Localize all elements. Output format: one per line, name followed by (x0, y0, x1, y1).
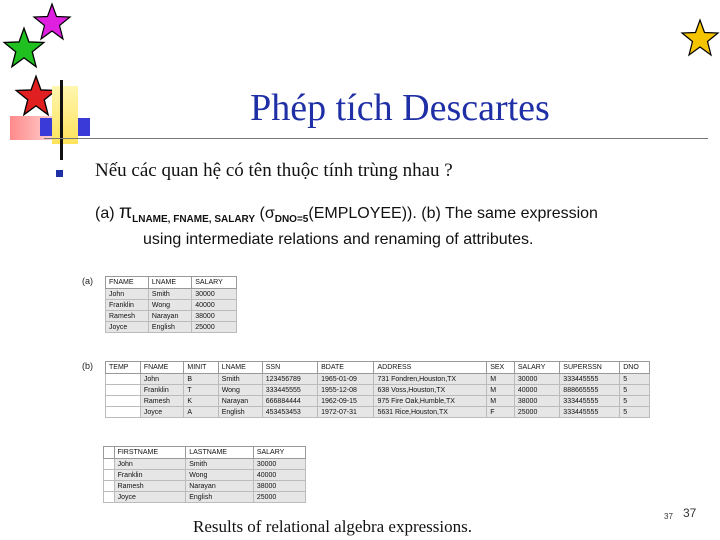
table-cell: T (184, 385, 218, 396)
table-cell: Joyce (140, 407, 184, 418)
column-header: LASTNAME (186, 447, 254, 459)
table-cell (104, 459, 115, 470)
table-cell: 123456789 (262, 374, 317, 385)
table-cell: 1965-01-09 (318, 374, 374, 385)
table-cell: K (184, 396, 218, 407)
table-cell: 453453453 (262, 407, 317, 418)
column-header: SEX (487, 362, 515, 374)
column-header: DNO (620, 362, 650, 374)
deco-vline (60, 80, 63, 160)
table-cell: Wong (148, 300, 191, 311)
table-cell: 25000 (514, 407, 559, 418)
table-row (106, 322, 237, 333)
column-header: SALARY (253, 447, 305, 459)
table-row (106, 407, 650, 418)
column-header: SUPERSSN (560, 362, 620, 374)
table-cell: F (487, 407, 515, 418)
column-header: MINIT (184, 362, 218, 374)
table-b (105, 361, 650, 418)
table-cell: 40000 (253, 470, 305, 481)
table-cell: 30000 (514, 374, 559, 385)
column-header: FIRSTNAME (114, 447, 186, 459)
figure-caption (95, 203, 598, 250)
bullet-text: Nếu các quan hệ có tên thuộc tính trùng nhau ? (95, 160, 453, 181)
table-cell: 40000 (514, 385, 559, 396)
column-header: FNAME (140, 362, 184, 374)
table-cell: M (487, 385, 515, 396)
table-row (104, 459, 306, 470)
table-cell: 638 Voss,Houston,TX (374, 385, 487, 396)
column-header: ADDRESS (374, 362, 487, 374)
column-header: BDATE (318, 362, 374, 374)
table-cell: Ramesh (106, 311, 149, 322)
page-number: 37 (683, 506, 697, 520)
table-cell: 1962-09-15 (318, 396, 374, 407)
title-divider (44, 138, 708, 139)
table-cell: Wong (186, 470, 254, 481)
bullet-square-icon (56, 170, 63, 177)
table-cell (104, 481, 115, 492)
table-row (106, 311, 237, 322)
table-cell: 38000 (514, 396, 559, 407)
table-cell: Narayan (218, 396, 262, 407)
table-cell: M (487, 374, 515, 385)
table-row (104, 481, 306, 492)
table-cell: Ramesh (114, 481, 186, 492)
column-header: FNAME (106, 277, 149, 289)
yellow-star-icon (680, 18, 720, 58)
table-cell: John (140, 374, 184, 385)
footer-caption: Results of relational algebra expressions. (193, 517, 473, 536)
column-header: LNAME (148, 277, 191, 289)
table-row (106, 289, 237, 300)
table-cell (106, 396, 141, 407)
table-cell (104, 470, 115, 481)
label-b: (b) (82, 361, 93, 371)
caption-line-2: using intermediate relations and renaming of attributes. (143, 231, 534, 249)
column-header: SALARY (514, 362, 559, 374)
label-a: (a) (82, 276, 93, 286)
table-cell: 888665555 (560, 385, 620, 396)
table-row (106, 385, 650, 396)
table-cell: 1955-12-08 (318, 385, 374, 396)
table-a (105, 276, 237, 333)
slide-title: Phép tích Descartes (250, 87, 550, 129)
column-header: TEMP (106, 362, 141, 374)
table-cell: Narayan (148, 311, 191, 322)
column-header: LNAME (218, 362, 262, 374)
table-cell: A (184, 407, 218, 418)
table-cell: 40000 (192, 300, 237, 311)
table-cell: 731 Fondren,Houston,TX (374, 374, 487, 385)
table-cell: 5 (620, 396, 650, 407)
table-cell: Franklin (106, 300, 149, 311)
table-cell: 333445555 (262, 385, 317, 396)
table-c (103, 446, 306, 503)
header-row (106, 277, 237, 289)
table-cell: Wong (218, 385, 262, 396)
table-cell: English (186, 492, 254, 503)
table-cell: B (184, 374, 218, 385)
deco-bar-yellow (52, 86, 78, 144)
table-cell: 38000 (253, 481, 305, 492)
table-cell (104, 492, 115, 503)
table-cell: 30000 (192, 289, 237, 300)
header-row (106, 362, 650, 374)
table-cell: 1972-07-31 (318, 407, 374, 418)
table-cell: 5631 Rice,Houston,TX (374, 407, 487, 418)
table-cell: 333445555 (560, 374, 620, 385)
table-cell: Ramesh (140, 396, 184, 407)
page-number-small: 37 (664, 512, 673, 521)
table-cell (106, 374, 141, 385)
caption-line-1: (a) $\pi_{LNAME, FNAME, SALARY}$ $(\sigma_{DNO=5}(EMPLOYEE))$. (b) The same expression (95, 202, 598, 226)
table-cell: 5 (620, 407, 650, 418)
column-header: SSN (262, 362, 317, 374)
table-cell: Smith (148, 289, 191, 300)
table-cell: Franklin (140, 385, 184, 396)
table-cell (106, 385, 141, 396)
table-row (106, 374, 650, 385)
header-row (104, 447, 306, 459)
table-cell: Smith (218, 374, 262, 385)
table-cell: 25000 (192, 322, 237, 333)
table-cell: 975 Fire Oak,Humble,TX (374, 396, 487, 407)
column-header: SALARY (192, 277, 237, 289)
table-cell: 333445555 (560, 396, 620, 407)
table-row (104, 470, 306, 481)
table-cell: Narayan (186, 481, 254, 492)
table-cell: Smith (186, 459, 254, 470)
green-star-icon (2, 26, 46, 70)
table-cell: John (114, 459, 186, 470)
table-cell (106, 407, 141, 418)
table-cell: M (487, 396, 515, 407)
table-row (104, 492, 306, 503)
table-cell: 5 (620, 385, 650, 396)
table-cell: 5 (620, 374, 650, 385)
table-cell: 30000 (253, 459, 305, 470)
table-cell: 333445555 (560, 407, 620, 418)
table-cell: Joyce (114, 492, 186, 503)
table-row (106, 300, 237, 311)
table-row (106, 396, 650, 407)
table-cell: English (148, 322, 191, 333)
table-cell: Joyce (106, 322, 149, 333)
table-cell: John (106, 289, 149, 300)
table-cell: 38000 (192, 311, 237, 322)
table-cell: 666884444 (262, 396, 317, 407)
table-cell: 25000 (253, 492, 305, 503)
column-header (104, 447, 115, 459)
table-cell: English (218, 407, 262, 418)
table-cell: Franklin (114, 470, 186, 481)
